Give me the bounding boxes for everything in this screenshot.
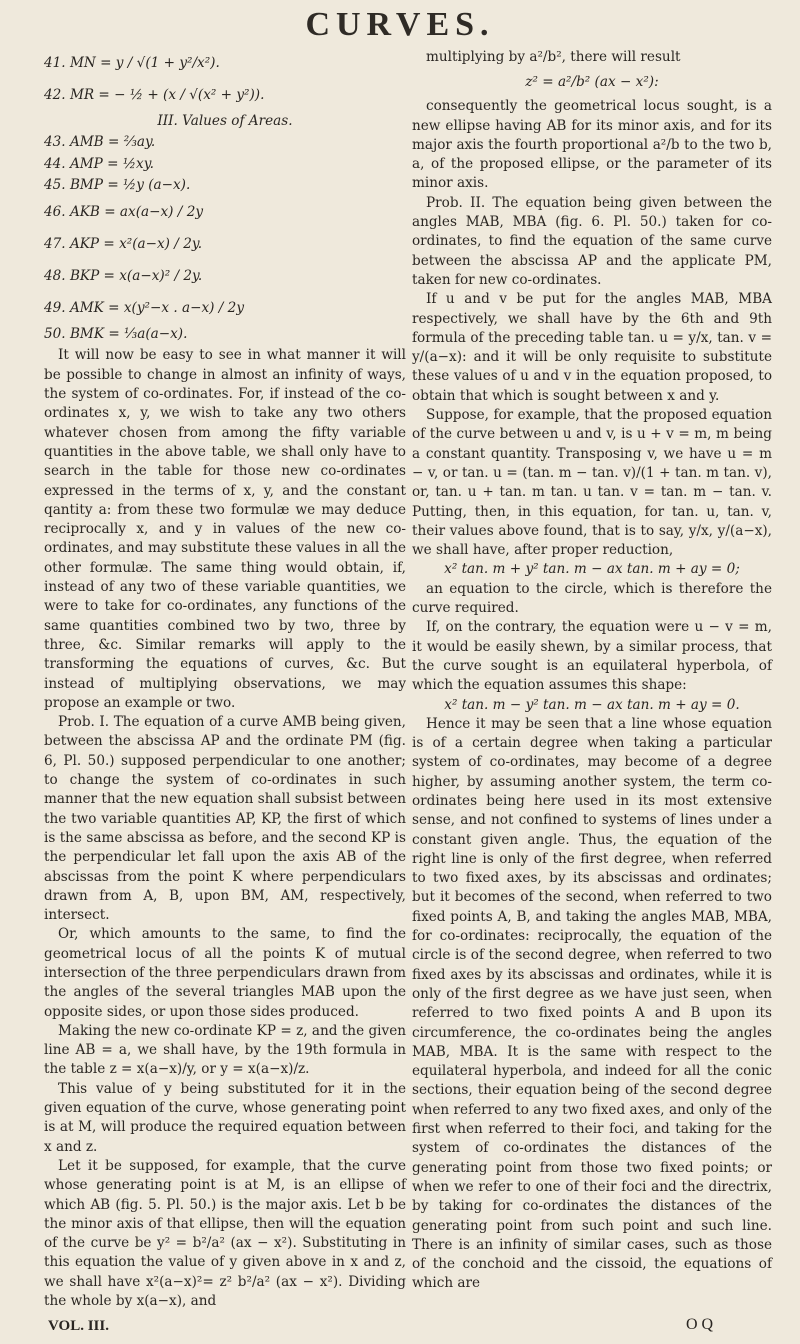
- formula-43: 43. AMB = ⅔ay.: [44, 134, 156, 151]
- paragraph-hyperbola: If, on the contrary, the equation were u − v = m, it would be easily shewn, by a similar process, that the curve sought is an equilateral hyperbola, of which the equation assumes this shape:: [412, 619, 772, 694]
- equation-hyperbola: x² tan. m − y² tan. m − ax tan. m + ay = 0.: [444, 696, 740, 713]
- formula-47: 47. AKP = x²(a−x) / 2y.: [44, 236, 203, 253]
- equation-new-ellipse: z² = a²/b² (ax − x²):: [525, 74, 659, 91]
- formula-50: 50. BMK = ⅓a(a−x).: [44, 326, 188, 343]
- formula-46: 46. AKB = ax(a−x) / 2y: [44, 204, 204, 221]
- paragraph-new-coordinate: Making the new co-ordinate KP = z, and the given line AB = a, we shall have, by the 19th formula in the table z = x(a−x)/y, or y = x(a−x)/z.: [44, 1022, 406, 1078]
- right-column: [412, 48, 772, 1294]
- paragraph-angles-substitution: If u and v be put for the angles MAB, MBA respectively, we shall have by the 6th and 9th formula of the preceding table tan. u = y/x, tan. v = y/(a−x): and it will be only requisite to substitute these values of u and v in the equation proposed, to obtain that which is sought between x and y.: [412, 291, 772, 404]
- formula-48: 48. BKP = x(a−x)² / 2y.: [44, 268, 203, 285]
- formula-49: 49. AMK = x(y²−x . a−x) / 2y: [44, 300, 244, 317]
- paragraph-geometric-locus: Or, which amounts to the same, to find the geometrical locus of all the points K of mutual intersection of the three perpendiculars drawn from the angles of the several triangles MAB upon the opposite sides, or upon those sides produced.: [44, 926, 406, 1020]
- paragraph-circle-example: Suppose, for example, that the proposed equation of the curve between u and v, is u + v = m, m being a constant quantity. Transposing v, we have u = m − v, or tan. u = (tan. m − tan. v)/(1 + tan. m tan. v), or, tan. u + tan. m tan. u tan. v = tan. m − tan. v. Putting, then, in this equation, for tan. u, tan. v, their values above found, that is to say, y/x, y/(a−x), we shall have, after proper reduction,: [412, 407, 772, 559]
- paragraph-locus-result: consequently the geometrical locus sought, is a new ellipse having AB for its minor axis, and for its major axis the fourth proportional a²/b to the two b, a, of the proposed ellipse, or the parameter of its minor axis.: [412, 98, 772, 192]
- equation-circle: x² tan. m + y² tan. m − ax tan. m + ay = 0;: [444, 561, 740, 578]
- formula-44: 44. AMP = ½xy.: [44, 155, 154, 172]
- paragraph-circle-result: an equation to the circle, which is therefore the curve required.: [412, 580, 772, 617]
- paragraph-substitution: This value of y being substituted for it in the given equation of the curve, whose generating point is at M, will produce the required equation between x and z.: [44, 1080, 406, 1155]
- paragraph-multiplying: multiplying by a²/b², there will result: [426, 49, 681, 65]
- section-heading-areas: III. Values of Areas.: [157, 113, 293, 129]
- paragraph-problem-1: Prob. I. The equation of a curve AMB being given, between the abscissa AP and the ordinate PM (fig. 6, Pl. 50.) supposed perpendicular to one another; to change the system of co-ordinates in such manner that the new equation shall subsist between the two variable quantities AP, KP, the first of which is the same abscissa as before, and the second KP is the perpendicular let fall upon the axis AB of the abscissas from the point K where perpendiculars drawn from A, B, upon BM, AM, respectively, intersect.: [44, 714, 406, 924]
- paragraph-degree-discussion: Hence it may be seen that a line whose equation is of a certain degree when taking a particular system of co-ordinates, may become of a degree higher, by assuming another system, the term co-ordinates being here used in its most extensive sense, and not confined to systems of lines under a constant given angle. Thus, the equation of the right line is only of the first degree, when referred to two fixed axes, by its abscissas and ordinates; but it becomes of the second, when referred to two fixed points A, B, and taking the angles MAB, MBA, for co-ordinates: reciprocally, the equation of the circle is of the second degree, when referred to two fixed axes by its abscissas and ordinates, while it is only of the first degree as we have just seen, when referred to two fixed points A and B upon its circumference, the co-ordinates being the angles MAB, MBA. It is the same with respect to the equilateral hyperbola, and indeed for all the conic sections, their equation being of the second degree when referred to any two fixed axes, and only of the first when referred to their foci, and taking for the system of co-ordinates the distances of the generating point from those two fixed points; or when we refer to one of their foci and the directrix, by taking for co-ordinates the distances of the generating point from such point and such line. There is an infinity of similar cases, such as those of the conchoid and the cissoid, the equations of which are: [412, 715, 772, 1292]
- running-head: CURVES.: [305, 6, 495, 43]
- signature-mark: O Q: [686, 1316, 714, 1333]
- paragraph-ellipse-example: Let it be supposed, for example, that the curve whose generating point is at M, is an ellipse of which AB (fig. 5. Pl. 50.) is the major axis. Let b be the minor axis of that ellipse, then will the equation of the curve be y² = b²/a² (ax − x²). Substituting in this equation the value of y given above in x and z, we shall have x²(a−x)²= z² b²/a² (ax − x²). Dividing the whole by x(a−x), and: [44, 1157, 406, 1310]
- formula-45: 45. BMP = ½y (a−x).: [44, 176, 191, 193]
- volume-label: VOL. III.: [48, 1318, 109, 1334]
- paragraph-problem-2: Prob. II. The equation being given between the angles MAB, MBA (fig. 6. Pl. 50.) taken for co-ordinates, to find the equation of the same curve between the abscissa AP and the applicate PM, taken for new co-ordinates.: [412, 194, 772, 288]
- formula-42: 42. MR = − ½ + (x / √(x² + y²)).: [44, 87, 265, 103]
- formula-41: 41. MN = y / √(1 + y²/x²).: [44, 55, 220, 71]
- paragraph-transform-intro: It will now be easy to see in what manner it will be possible to change in almost an infinity of ways, the system of co-ordinates. For, if instead of the co-ordinates x, y, we wish to take any two others whatever chosen from among the fifty variable quantities in the above table, we shall only have to search in the table for those new co-ordinates expressed in the terms of x, y, and the constant qantity a: from these two formulæ we may deduce reciprocally x, and y in values of the new co-ordinates, and may substitute these values in all the other formulæ. The same thing would obtain, if, instead of any two of these variable quantities, we were to take for co-ordinates, any functions of the same quantities combined two by two, three by three, &c. Similar remarks will apply to the transforming the equations of curves, &c. But instead of multiplying observations, we may propose an example or two.: [44, 347, 406, 711]
- left-column: [44, 48, 406, 1311]
